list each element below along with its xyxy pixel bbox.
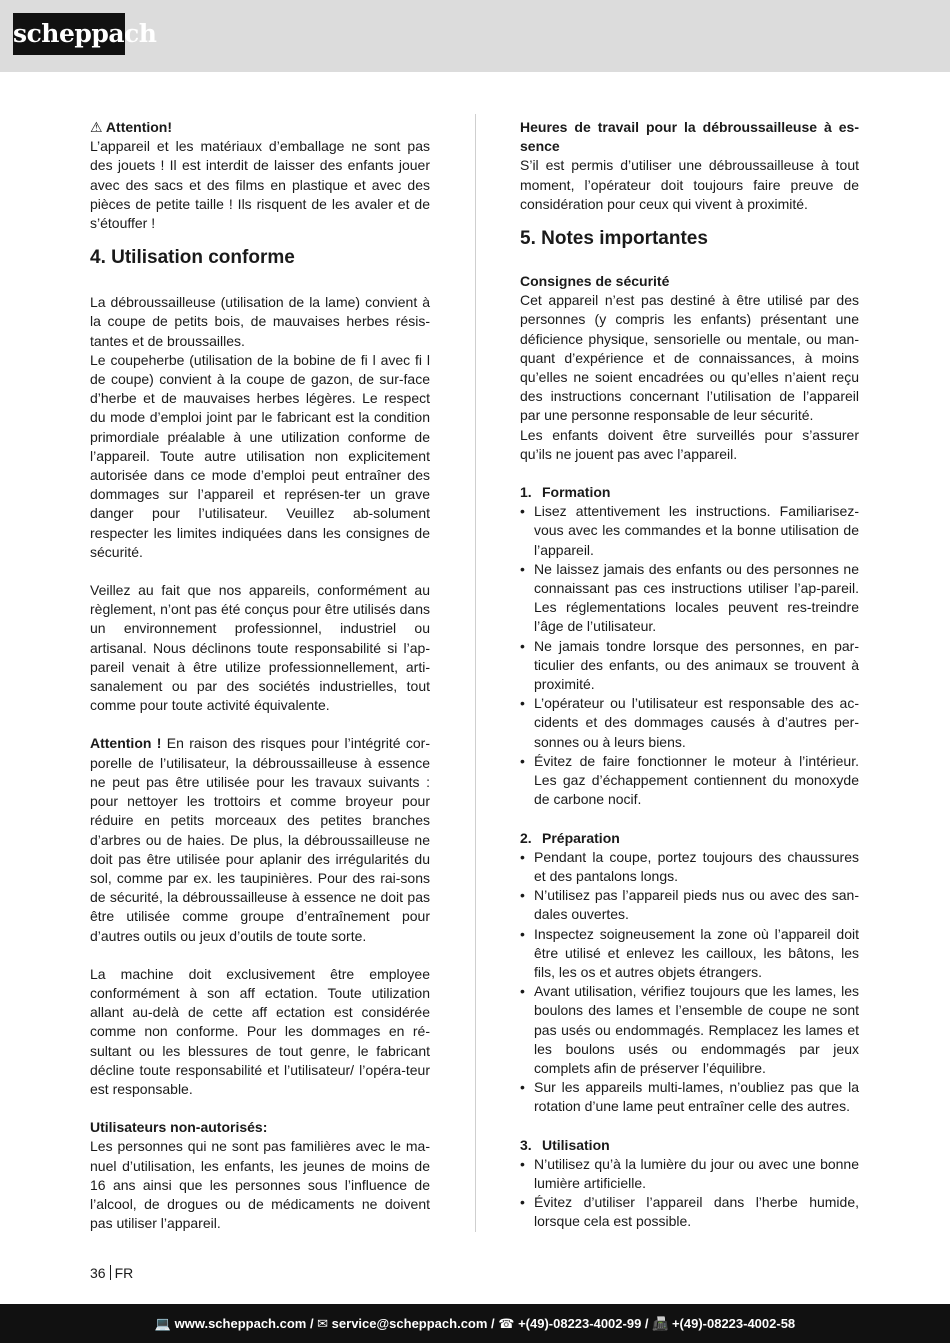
working-hours-title: Heures de travail pour la débroussailleuse à es-sence [520, 119, 859, 155]
attention-text: En raison des risques pour l’intégrité cor-porelle de l’utilisateur, la débroussailleuse à essence ne peut pas être utilisée pour les travaux suivants : pour nettoyer les trottoirs et comme broyeur pour réduire en petits morceaux des petites branches d’arbres ou de haies. De plus, la débroussailleuse ne doit pas être utilisée pour aplanir des irrégularités du sol, comme par ex. les taupinières. Pour des rai-sons de sécurité, la débroussailleuse à essence ne doit pas être utilisée comme groupe d’entraînement pour d’autres outils ou jeux d’outils de toute sorte. [90, 735, 431, 944]
footer-phone: ☎ +(49)-08223-4002-99 / [498, 1316, 653, 1331]
para-attention [90, 734, 430, 945]
para-trimmer-use: Le coupeherbe (utilisation de la bobine de fi l avec fi l de coupe) convient à la coupe de gazon, de sur-face d’herbe et de mauvaises herbes légères. Le respect du mode d’emploi joint par le fabricant est la condition primordiale préalable à une utilization conforme de l’appareil. Toute autre utilisation non explicitement autorisée dans ce mode d’emploi peut entraîner des dommages sur l’appareil et représen-ter un grave danger pour l’utilisateur. Veuillez ab-solument respecter les limites indiquées dans les consignes de sécurité. [90, 351, 430, 560]
subsection-preparation-heading: 2. Préparation [520, 829, 620, 846]
list-item: • Évitez de faire fonctionner le moteur à l’intérieur. Les gaz d’échappement contiennent du monoxyde de carbone nocif. [520, 752, 859, 810]
page-number-separator [110, 1265, 111, 1280]
list-item: • Inspectez soigneusement la zone où l’appareil doit être utilisé et enlevez les cailloux, les bâtons, les fils, les os et autres objets étrangers. [520, 925, 859, 983]
right-column [520, 118, 859, 1232]
list-item: • N’utilisez qu’à la lumière du jour ou avec une bonne lumière artificielle. [520, 1155, 859, 1193]
page-header [0, 0, 950, 72]
safety-text-2: Les enfants doivent être surveillés pour s’assurer qu’ils ne jouent pas avec l’appareil. [520, 426, 859, 462]
section-4-heading: 4. Utilisation conforme [90, 247, 295, 269]
para-blade-use: La débroussailleuse (utilisation de la lame) convient à la coupe de petits bois, de mauvaises herbes résis-tantes et de broussailles. [90, 294, 430, 349]
subsection-formation-heading: 1. Formation [520, 484, 611, 501]
working-hours-text: S’il est permis d’utiliser une débroussailleuse à tout moment, l’opérateur doit toujours faire preuve de considération pour ceux qui vivent à proximité. [520, 157, 859, 212]
list-item: • Avant utilisation, vérifiez toujours que les lames, les boulons des lames et l’ensemble de coupe ne sont pas usés ou endommagés. Remplacez les lames et les boulons usés ou endommagés par jeux complets afin de préserver l’équilibre. [520, 982, 859, 1078]
page-number [90, 1265, 133, 1281]
safety-title: Consignes de sécurité [520, 273, 670, 290]
page-footer [0, 1304, 950, 1343]
list-item: • L’opérateur ou l’utilisateur est responsable des ac-cidents et des dommages causés à d’autres per-sonnes ou à leurs biens. [520, 694, 859, 752]
para-professional-use: Veillez au fait que nos appareils, conformément au règlement, n’ont pas été conçus pour être utilisés dans un environnement professionnel, industriel ou artisanal. Nous déclinons toute responsabilité si l’ap-pareil venait à être utilize professionnellement, arti-sanalement ou par des sociétés industrielles, tout comme pour toute activité équivalente. [90, 582, 430, 714]
footer-website[interactable]: 💻 www.scheppach.com / [154, 1316, 318, 1331]
preparation-list [520, 848, 859, 1117]
footer-fax: 📠 +(49)-08223-4002-58 [652, 1316, 796, 1331]
list-item: • Ne laissez jamais des enfants ou des personnes ne connaissant pas ces instructions utiliser l’ap-pareil. Les réglementations locales peuvent res-treindre l’âge de l’utilisateur. [520, 560, 859, 637]
list-item: • Lisez attentivement les instructions. Familiarisez-vous avec les commandes et la bonne utilisation de l’appareil. [520, 502, 859, 560]
safety-text-1: Cet appareil n’est pas destiné à être utilisé par des personnes (y compris les enfants) présentant une déficience physique, sensorielle ou mentale, ou man-quant d’expérience et de connaissances, à moins qu’elles ne soient encadrées ou qu’elles n’aient reçu des instructions concernant l’utilisation de l’appareil par une personne responsable de leur sécurité. [520, 292, 859, 424]
para-intended-use: La machine doit exclusivement être employee conformément à son aff ectation. Toute utilization allant au-delà de cette aff ectation est considérée comme non conforme. Pour les dommages en ré-sultant ou les blessures de tout genre, le fabricant décline toute responsabilité et l’utilisateur/ l’opéra-teur est responsable. [90, 965, 430, 1097]
list-item: • Sur les appareils multi-lames, n’oubliez pas que la rotation d’une lame peut entraîner celle des autres. [520, 1078, 859, 1116]
scheppach-logo: scheppach [13, 13, 125, 55]
attention-label: Attention ! [90, 735, 162, 752]
unauthorized-users-text: Les personnes qui ne sont pas familières avec le ma-nuel d’utilisation, les enfants, les jeunes de moins de 16 ans ainsi que les personnes sous l’influence de l’alcool, de drogues ou de médicaments ne doivent pas utiliser l’appareil. [90, 1138, 430, 1232]
unauthorized-users-title: Utilisateurs non-autorisés: [90, 1119, 268, 1136]
left-column [90, 118, 430, 1233]
list-item: • N’utilisez pas l’appareil pieds nus ou avec des san-dales ouvertes. [520, 886, 859, 924]
section-5-heading: 5. Notes importantes [520, 228, 708, 250]
list-item: • Évitez d’utiliser l’appareil dans l’herbe humide, lorsque cela est possible. [520, 1193, 859, 1231]
warning-text: L’appareil et les matériaux d’emballage ne sont pas des jouets ! Il est interdit de laisser des enfants jouer avec des sacs et des films en plastique et avec des pièces de petite taille ! Ils risquent de les avaler et de s’étouffer ! [90, 138, 430, 232]
page-language: FR [114, 1265, 134, 1281]
list-item: • Ne jamais tondre lorsque des personnes, en par-ticulier des enfants, ou des animaux se trouvent à proximité. [520, 637, 859, 695]
footer-email[interactable]: ✉ service@scheppach.com / [317, 1316, 499, 1331]
utilisation-list [520, 1155, 859, 1232]
warning-title: ⚠ Attention! [90, 119, 173, 135]
subsection-utilisation-heading: 3. Utilisation [520, 1136, 610, 1153]
page-number-value: 36 [90, 1265, 106, 1281]
formation-list [520, 502, 859, 809]
list-item: • Pendant la coupe, portez toujours des chaussures et des pantalons longs. [520, 848, 859, 886]
column-divider [475, 114, 476, 1232]
